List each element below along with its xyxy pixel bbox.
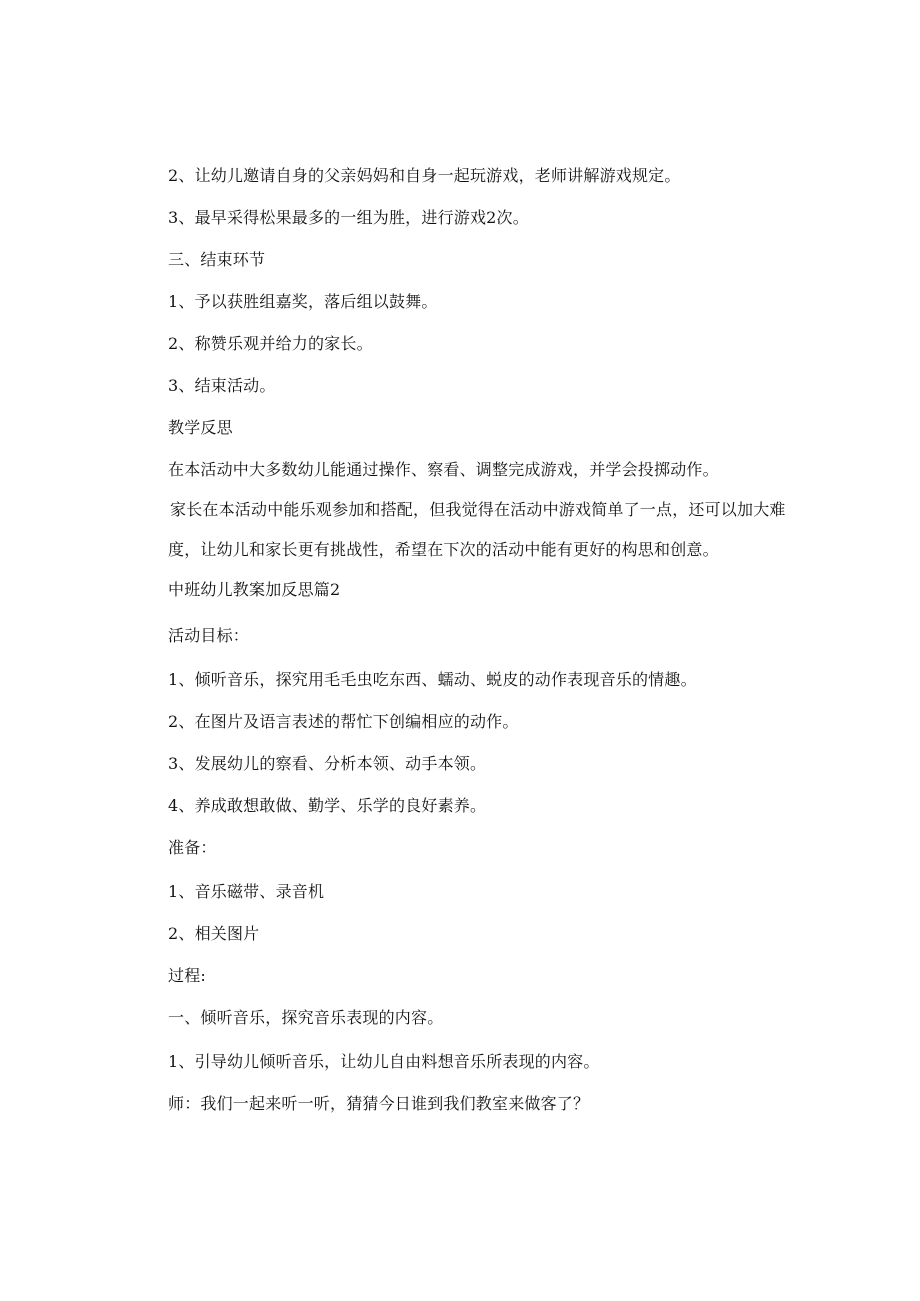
- section-heading: 三、结束环节: [168, 250, 266, 269]
- text-line: 2、相关图片: [168, 924, 260, 943]
- text-line: 1、音乐磁带、录音机: [168, 882, 325, 901]
- text-line: 2、让幼儿邀请自身的父亲妈妈和自身一起玩游戏，老师讲解游戏规定。: [168, 166, 681, 185]
- section-heading: 过程:: [168, 966, 206, 985]
- text-line: 1、倾听音乐，探究用毛毛虫吃东西、蠕动、蜕皮的动作表现音乐的情趣。: [168, 670, 697, 689]
- section-heading: 教学反思: [168, 418, 233, 437]
- section-heading: 活动目标：: [168, 626, 250, 645]
- text-line: 1、引导幼儿倾听音乐，让幼儿自由料想音乐所表现的内容。: [168, 1052, 600, 1071]
- text-line: 2、在图片及语言表述的帮忙下创编相应的动作。: [168, 712, 519, 731]
- text-line: 3、结束活动。: [168, 376, 276, 395]
- text-line: 4、养成敢想敢做、勤学、乐学的良好素养。: [168, 796, 487, 815]
- text-line: 1、予以获胜组嘉奖，落后组以鼓舞。: [168, 292, 438, 311]
- reflection-paragraph: 家长在本活动中能乐观参加和搭配，但我觉得在活动中游戏简单了一点，还可以加大难度，让幼儿和家长更有挑战性，希望在下次的活动中能有更好的构思和创意。: [168, 500, 786, 559]
- text-line: 在本活动中大多数幼儿能通过操作、察看、调整完成游戏，并学会投掷动作。: [168, 460, 719, 479]
- text-line: 3、最早采得松果最多的一组为胜，进行游戏2次。: [168, 208, 529, 227]
- text-line: 2、称赞乐观并给力的家长。: [168, 334, 373, 353]
- section-heading: 准备：: [168, 838, 217, 857]
- text-line: 师：我们一起来听一听，猜猜今日谁到我们教室来做客了？: [168, 1094, 590, 1113]
- text-line: 3、发展幼儿的察看、分析本领、动手本领。: [168, 754, 487, 773]
- text-line: 一、倾听音乐，探究音乐表现的内容。: [168, 1008, 444, 1027]
- article-title: 中班幼儿教案加反思篇2: [168, 580, 341, 599]
